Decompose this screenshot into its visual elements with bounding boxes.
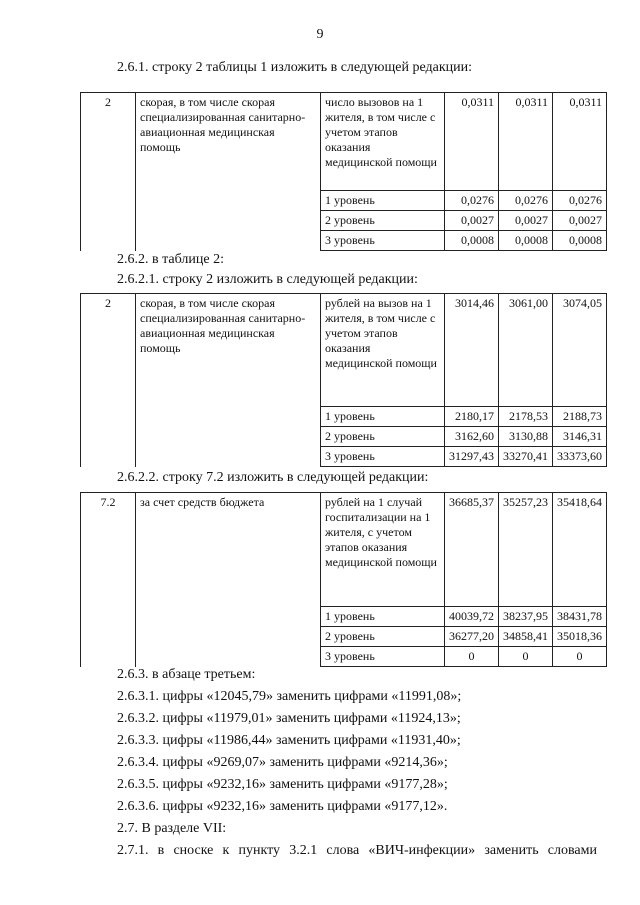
value-cell: 38237,95 xyxy=(499,607,553,627)
paragraph-2-6-3-4: 2.6.3.4. цифры «9269,07» заменить цифрами «9214,36»; xyxy=(117,755,448,770)
value-cell: 0,0276 xyxy=(445,191,499,211)
value-cell: 3061,00 xyxy=(499,294,553,407)
value-cell: 0,0008 xyxy=(445,231,499,251)
value-cell: 0 xyxy=(445,647,499,667)
paragraph-2-6-3: 2.6.3. в абзаце третьем: xyxy=(117,667,256,682)
paragraph-2-6-3-5: 2.6.3.5. цифры «9232,16» заменить цифрами «9177,28»; xyxy=(117,777,448,792)
table-1-row-2 xyxy=(80,92,607,251)
value-cell: 36685,37 xyxy=(445,493,499,607)
value-cell: 3146,31 xyxy=(553,427,607,447)
value-cell: 0,0027 xyxy=(553,211,607,231)
value-cell: 0,0311 xyxy=(499,93,553,191)
level-label: 2 уровень xyxy=(321,627,445,647)
row-number: 7.2 xyxy=(81,493,136,667)
row-number: 2 xyxy=(81,294,136,467)
value-cell: 0,0027 xyxy=(445,211,499,231)
unit-description: рублей на 1 случай госпитализации на 1 жителя, с учетом этапов оказания медицинской помощи xyxy=(321,493,445,607)
level-label: 1 уровень xyxy=(321,191,445,211)
unit-description: рублей на вызов на 1 жителя, в том числе с учетом этапов оказания медицинской помощи xyxy=(321,294,445,407)
value-cell: 0,0276 xyxy=(499,191,553,211)
value-cell: 0,0311 xyxy=(553,93,607,191)
table-2-row-2 xyxy=(80,293,607,467)
heading-2-6-1: 2.6.1. строку 2 таблицы 1 изложить в следующей редакции: xyxy=(117,60,473,75)
value-cell: 3130,88 xyxy=(499,427,553,447)
row-number: 2 xyxy=(81,93,136,251)
value-cell: 0,0276 xyxy=(553,191,607,211)
page-number: 9 xyxy=(316,27,324,42)
level-label: 1 уровень xyxy=(321,607,445,627)
paragraph-2-6-3-2: 2.6.3.2. цифры «11979,01» заменить цифрами «11924,13»; xyxy=(117,711,461,726)
value-cell: 33373,60 xyxy=(553,447,607,467)
value-cell: 3014,46 xyxy=(445,294,499,407)
value-cell: 0,0008 xyxy=(499,231,553,251)
heading-2-6-2-2: 2.6.2.2. строку 7.2 изложить в следующей редакции: xyxy=(117,470,429,485)
care-type: скорая, в том числе скорая специализированная санитарно-авиационная медицинская помощь xyxy=(136,93,321,251)
care-type: за счет средств бюджета xyxy=(136,493,321,667)
value-cell: 36277,20 xyxy=(445,627,499,647)
paragraph-2-6-3-1: 2.6.3.1. цифры «12045,79» заменить цифрами «11991,08»; xyxy=(117,689,462,704)
value-cell: 33270,41 xyxy=(499,447,553,467)
value-cell: 2178,53 xyxy=(499,407,553,427)
value-cell: 0 xyxy=(499,647,553,667)
value-cell: 31297,43 xyxy=(445,447,499,467)
value-cell: 35418,64 xyxy=(553,493,607,607)
level-label: 1 уровень xyxy=(321,407,445,427)
paragraph-2-7: 2.7. В разделе VII: xyxy=(117,821,227,836)
level-label: 3 уровень xyxy=(321,647,445,667)
value-cell: 2180,17 xyxy=(445,407,499,427)
value-cell: 35018,36 xyxy=(553,627,607,647)
value-cell: 35257,23 xyxy=(499,493,553,607)
level-label: 2 уровень xyxy=(321,427,445,447)
unit-description: число вызовов на 1 жителя, в том числе с учетом этапов оказания медицинской помощи xyxy=(321,93,445,191)
care-type: скорая, в том числе скорая специализированная санитарно-авиационная медицинская помощь xyxy=(136,294,321,467)
level-label: 3 уровень xyxy=(321,447,445,467)
value-cell: 3074,05 xyxy=(553,294,607,407)
heading-2-6-2: 2.6.2. в таблице 2: xyxy=(117,252,224,267)
table-row-7-2 xyxy=(80,492,607,667)
paragraph-2-7-1: 2.7.1. в сноске к пункту 3.2.1 слова «ВИЧ-инфекции» заменить словами xyxy=(117,843,597,858)
value-cell: 0 xyxy=(553,647,607,667)
level-label: 2 уровень xyxy=(321,211,445,231)
value-cell: 2188,73 xyxy=(553,407,607,427)
value-cell: 0,0311 xyxy=(445,93,499,191)
value-cell: 3162,60 xyxy=(445,427,499,447)
paragraph-2-6-3-3: 2.6.3.3. цифры «11986,44» заменить цифрами «11931,40»; xyxy=(117,733,461,748)
paragraph-2-6-3-6: 2.6.3.6. цифры «9232,16» заменить цифрами «9177,12». xyxy=(117,799,448,814)
value-cell: 0,0027 xyxy=(499,211,553,231)
level-label: 3 уровень xyxy=(321,231,445,251)
heading-2-6-2-1: 2.6.2.1. строку 2 изложить в следующей редакции: xyxy=(117,272,418,287)
value-cell: 34858,41 xyxy=(499,627,553,647)
value-cell: 38431,78 xyxy=(553,607,607,627)
value-cell: 40039,72 xyxy=(445,607,499,627)
value-cell: 0,0008 xyxy=(553,231,607,251)
